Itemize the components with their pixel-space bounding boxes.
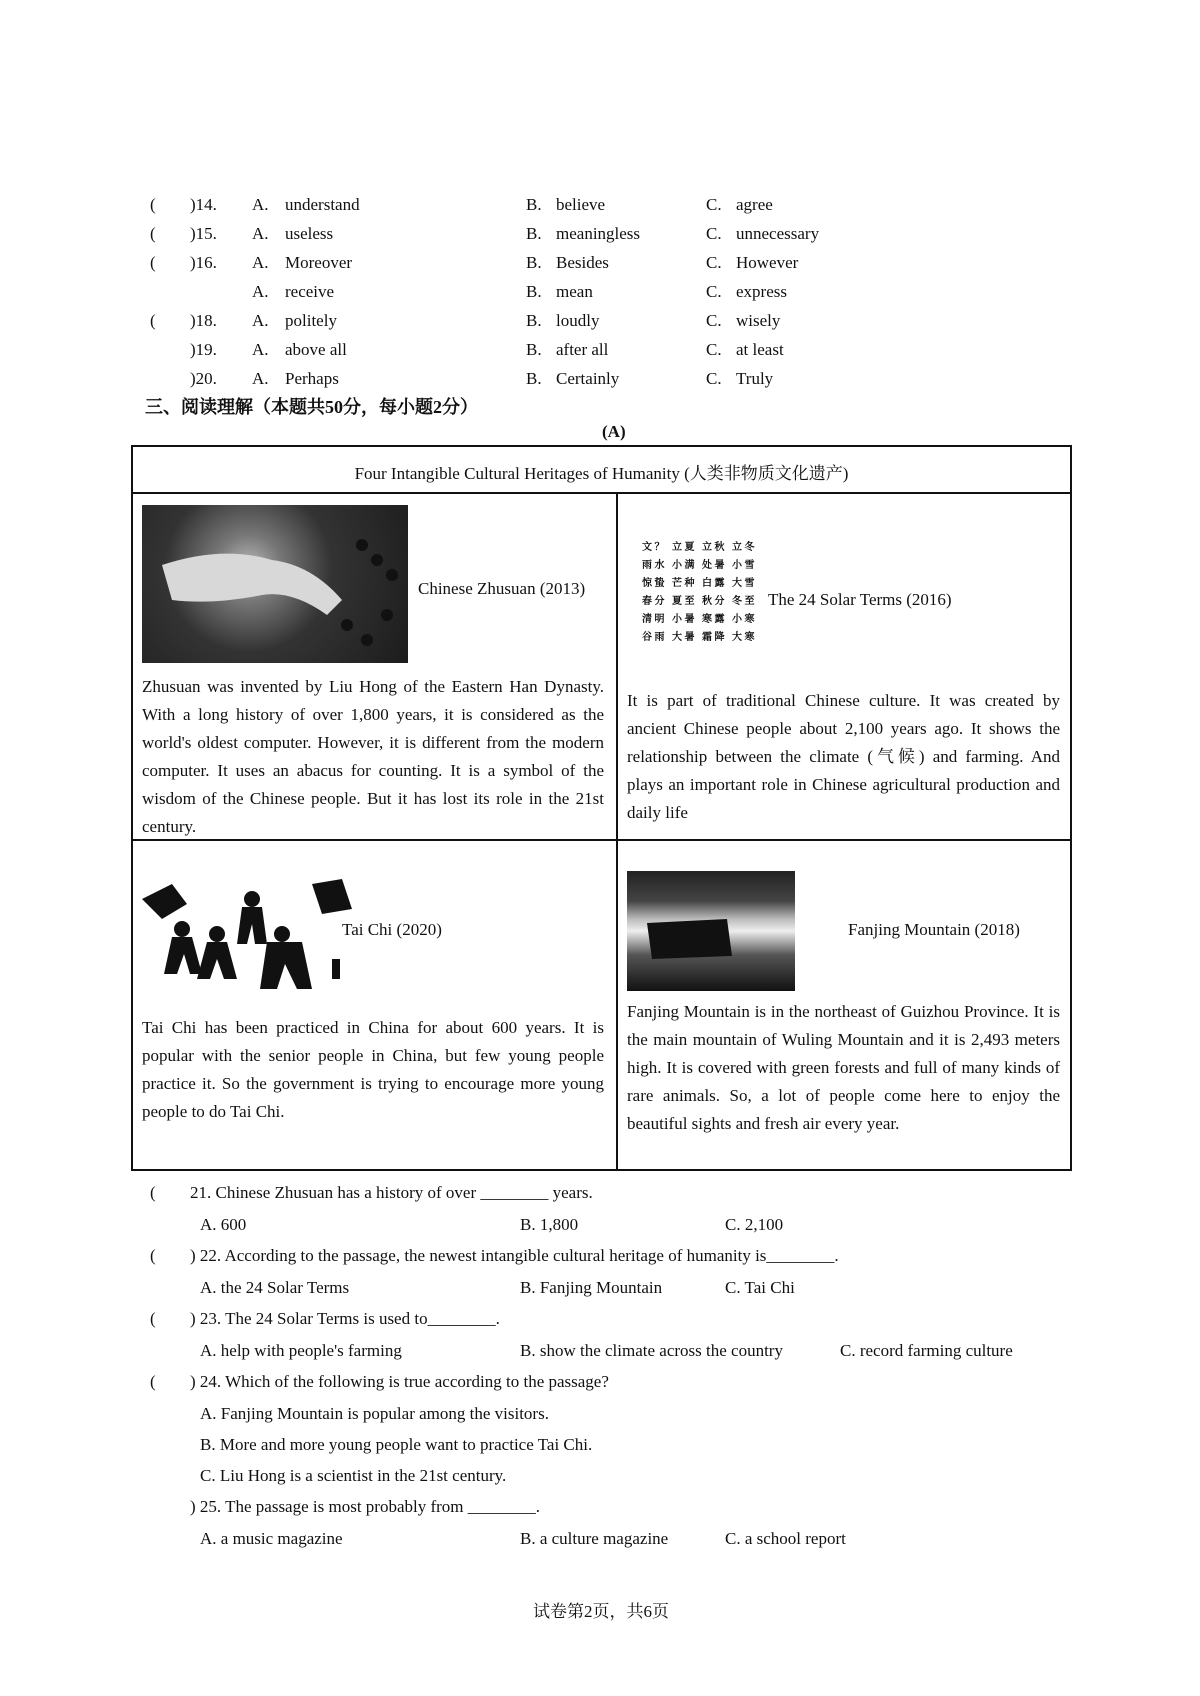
solar-glyph-row: 文 ？ 立 夏 立 秋 立 冬 — [642, 542, 755, 553]
cloze-number: )15. — [190, 224, 217, 243]
option-letter-b: B. — [526, 253, 542, 272]
zhusuan-caption: Chinese Zhusuan (2013) — [418, 579, 586, 598]
question-stem: 21. Chinese Zhusuan has a history of over ________ years. — [190, 1183, 593, 1202]
cloze-number: )20. — [190, 369, 217, 388]
question-option-a: A. the 24 Solar Terms — [200, 1278, 350, 1297]
fanjing-text: Fanjing Mountain is in the northeast of Guizhou Province. It is the main mountain of Wuling Mountain and it is 2,493 meters high. It is covered with green forests and full of many kinds of rare animals. So, a lot of people come here to enjoy the beautiful sights and fresh air every year. — [627, 1002, 1060, 1133]
option-letter-c: C. — [706, 224, 722, 243]
fanjing-caption: Fanjing Mountain (2018) — [848, 920, 1020, 939]
option-b: loudly — [556, 311, 600, 330]
option-b: Besides — [556, 253, 609, 272]
option-c: agree — [736, 195, 773, 214]
question-option: C. Liu Hong is a scientist in the 21st century. — [200, 1466, 507, 1485]
option-letter-b: B. — [526, 369, 542, 388]
option-b: meaningless — [556, 224, 641, 243]
cloze-number: )19. — [190, 340, 217, 359]
cloze-number: )14. — [190, 195, 217, 214]
question-paren: ( — [150, 1246, 156, 1265]
page-footer: 试卷第2页，共6页 — [533, 1602, 669, 1621]
solar-terms-glyph-block — [642, 539, 782, 647]
option-c: unnecessary — [736, 224, 820, 243]
taichi-caption: Tai Chi (2020) — [342, 920, 442, 939]
option-a: Perhaps — [285, 369, 339, 388]
taichi-text: Tai Chi has been practiced in China for about 600 years. It is popular with the senior people in China, but few young people practice it. So the government is trying to encourage more young people to do Tai Chi. — [142, 1018, 604, 1121]
option-letter-c: C. — [706, 340, 722, 359]
heritage-table — [131, 445, 1072, 1171]
question-option-c: C. a school report — [725, 1529, 846, 1548]
option-b: after all — [556, 340, 609, 359]
option-letter-a: A. — [252, 340, 269, 359]
option-letter-b: B. — [526, 311, 542, 330]
question-option-b: B. 1,800 — [520, 1215, 579, 1234]
question-option-b: B. a culture magazine — [520, 1529, 669, 1548]
question-paren: ( — [150, 1309, 156, 1328]
option-b: Certainly — [556, 369, 620, 388]
question-option-a: A. 600 — [200, 1215, 247, 1234]
cloze-paren: ( — [150, 224, 156, 243]
question-option-a: A. help with people's farming — [200, 1341, 402, 1360]
table-rule-vertical — [616, 492, 618, 1169]
option-letter-b: B. — [526, 224, 542, 243]
abacus-hand-image — [142, 505, 408, 663]
question-stem: ) 22. According to the passage, the newest intangible cultural heritage of humanity is________. — [190, 1246, 839, 1265]
option-letter-a: A. — [252, 195, 269, 214]
option-letter-b: B. — [526, 340, 542, 359]
solar-glyph-row: 惊 蛰 芒 种 白 露 大 雪 — [642, 578, 755, 589]
option-b: believe — [556, 195, 606, 214]
option-c: wisely — [736, 311, 781, 330]
table-rule-top — [133, 492, 1070, 494]
option-a: politely — [285, 311, 337, 330]
option-letter-c: C. — [706, 253, 722, 272]
option-a: receive — [285, 282, 335, 301]
question-option-b: B. Fanjing Mountain — [520, 1278, 663, 1297]
option-letter-a: A. — [252, 282, 269, 301]
option-letter-a: A. — [252, 311, 269, 330]
option-letter-c: C. — [706, 282, 722, 301]
question-option-b: B. show the climate across the country — [520, 1341, 783, 1360]
solar-caption: The 24 Solar Terms (2016) — [768, 590, 952, 609]
option-letter-b: B. — [526, 195, 542, 214]
question-stem: ) 25. The passage is most probably from ________. — [190, 1497, 541, 1516]
fanjing-mountain-image — [627, 871, 795, 991]
option-c: Truly — [736, 369, 774, 388]
option-letter-c: C. — [706, 311, 722, 330]
option-letter-a: A. — [252, 369, 269, 388]
question-stem: ) 24. Which of the following is true according to the passage? — [190, 1372, 609, 1391]
option-b: mean — [556, 282, 593, 301]
option-letter-a: A. — [252, 253, 269, 272]
solar-text: It is part of traditional Chinese culture. It was created by ancient Chinese people about 2,100 years ago. It shows the relationship between the climate (气候) and farming. And plays an important role in Chinese agricultural production and daily life — [627, 691, 1060, 822]
question-paren: ( — [150, 1372, 156, 1391]
solar-glyph-row: 清 明 小 暑 寒 露 小 寒 — [642, 614, 755, 625]
solar-glyph-row: 雨 水 小 满 处 暑 小 雪 — [642, 560, 755, 571]
taichi-silhouette-image — [142, 879, 362, 999]
option-c: at least — [736, 340, 784, 359]
cloze-number: )16. — [190, 253, 217, 272]
question-option: B. More and more young people want to practice Tai Chi. — [200, 1435, 593, 1454]
section-heading: 三、阅读理解（本题共50分，每小题2分） — [145, 397, 478, 417]
solar-glyph-row: 谷 雨 大 暑 霜 降 大 寒 — [642, 632, 755, 643]
question-paren: ( — [150, 1183, 156, 1202]
option-c: However — [736, 253, 799, 272]
cloze-paren: ( — [150, 311, 156, 330]
table-title: Four Intangible Cultural Heritages of Humanity (人类非物质文化遗产) — [354, 464, 849, 483]
option-letter-c: C. — [706, 195, 722, 214]
question-option-c: C. Tai Chi — [725, 1278, 795, 1297]
option-a: Moreover — [285, 253, 353, 272]
passage-label: (A) — [602, 422, 626, 441]
option-letter-b: B. — [526, 282, 542, 301]
question-option-c: C. 2,100 — [725, 1215, 784, 1234]
question-option-a: A. a music magazine — [200, 1529, 343, 1548]
option-a: above all — [285, 340, 347, 359]
option-a: useless — [285, 224, 334, 243]
option-letter-a: A. — [252, 224, 269, 243]
cloze-number: )18. — [190, 311, 217, 330]
option-a: understand — [285, 195, 360, 214]
cloze-paren: ( — [150, 253, 156, 272]
question-option-c: C. record farming culture — [840, 1341, 1013, 1360]
zhusuan-text: Zhusuan was invented by Liu Hong of the Eastern Han Dynasty. With a long history of over 1,800 years, it is considered as the world's oldest computer. However, it is different from the modern computer. It uses an abacus for counting. It is a symbol of the wisdom of the Chinese people. But it has lost its role in the 21st century. — [142, 677, 604, 836]
solar-glyph-row: 春 分 夏 至 秋 分 冬 至 — [642, 596, 755, 607]
question-option: A. Fanjing Mountain is popular among the visitors. — [200, 1404, 549, 1423]
cloze-paren: ( — [150, 195, 156, 214]
question-stem: ) 23. The 24 Solar Terms is used to________. — [190, 1309, 500, 1328]
option-c: express — [736, 282, 787, 301]
option-letter-c: C. — [706, 369, 722, 388]
